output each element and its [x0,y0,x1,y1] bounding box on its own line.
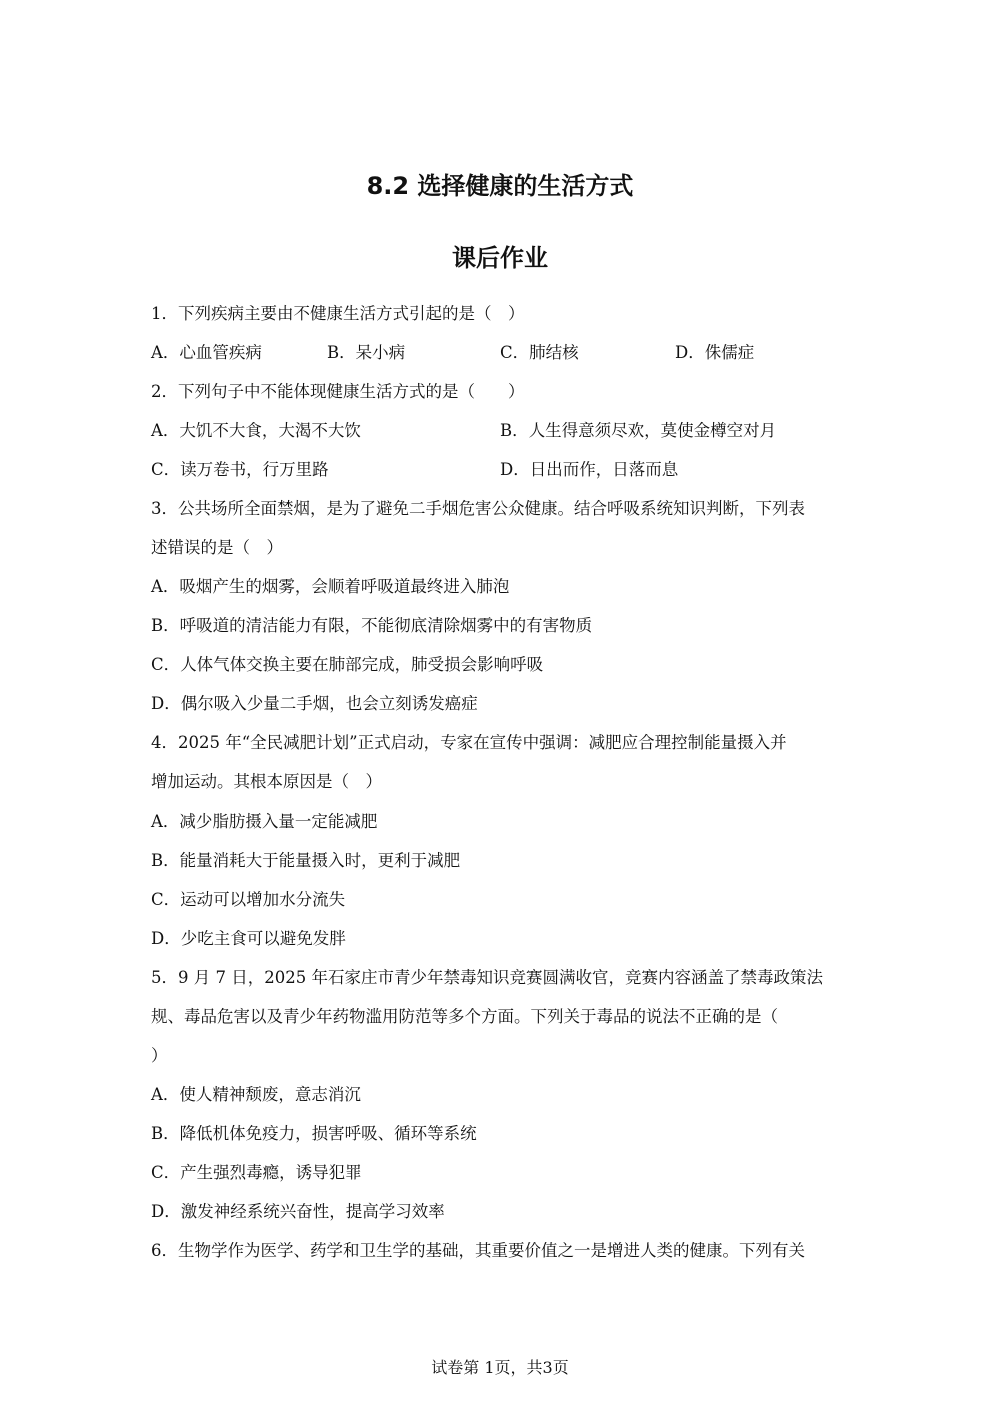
document-title: 8.2 选择健康的生活方式 [366,172,634,200]
question-2-stem: 2．下列句子中不能体现健康生活方式的是（ ） [151,382,525,401]
question-3-option-c: C．人体气体交换主要在肺部完成，肺受损会影响呼吸 [151,655,544,674]
question-4-option-c: C．运动可以增加水分流失 [151,890,346,909]
question-5-stem-line-2: 规、毒品危害以及青少年药物滥用防范等多个方面。下列关于毒品的说法不正确的是（ [151,1007,778,1026]
question-4-option-b: B．能量消耗大于能量摄入时，更利于减肥 [151,851,461,870]
question-5-option-d: D．激发神经系统兴奋性，提高学习效率 [151,1202,445,1221]
question-1-option-a: A．心血管疾病 [151,343,262,362]
question-3-option-b: B．呼吸道的清洁能力有限，不能彻底清除烟雾中的有害物质 [151,616,593,635]
question-4-stem-line-1: 4．2025 年“全民减肥计划”正式启动，专家在宣传中强调：减肥应合理控制能量摄入并 [151,733,787,752]
question-5-stem-line-3: ） [151,1046,168,1065]
question-5-option-a: A．使人精神颓废，意志消沉 [151,1085,361,1104]
question-3-option-a: A．吸烟产生的烟雾，会顺着呼吸道最终进入肺泡 [151,577,510,596]
question-2-option-b: B．人生得意须尽欢，莫使金樽空对月 [500,421,777,440]
question-2-option-c: C．读万卷书，行万里路 [151,460,329,479]
question-4-stem-line-2: 增加运动。其根本原因是（ ） [151,772,382,791]
question-3-stem-line-1: 3．公共场所全面禁烟，是为了避免二手烟危害公众健康。结合呼吸系统知识判断，下列表 [151,499,805,518]
question-3-stem-line-2: 述错误的是（ ） [151,538,283,557]
question-4-option-d: D．少吃主食可以避免发胖 [151,929,346,948]
question-5-stem-line-1: 5．9 月 7 日，2025 年石家庄市青少年禁毒知识竞赛圆满收官，竞赛内容涵盖了禁毒政策法 [151,968,823,987]
question-1-option-c: C．肺结核 [500,343,579,362]
page-footer: 试卷第 1页，共3页 [431,1358,569,1377]
question-2-option-a: A．大饥不大食，大渴不大饮 [151,421,361,440]
question-1-option-b: B．呆小病 [327,343,406,362]
question-2-option-d: D．日出而作，日落而息 [500,460,679,479]
question-1-option-d: D．侏儒症 [675,343,755,362]
question-6-stem-line-1: 6．生物学作为医学、药学和卫生学的基础，其重要价值之一是增进人类的健康。下列有关 [151,1241,805,1260]
document-subtitle: 课后作业 [452,244,548,272]
question-5-option-b: B．降低机体免疫力，损害呼吸、循环等系统 [151,1124,477,1143]
question-5-option-c: C．产生强烈毒瘾，诱导犯罪 [151,1163,362,1182]
question-1-stem: 1．下列疾病主要由不健康生活方式引起的是（ ） [151,304,525,323]
question-3-option-d: D．偶尔吸入少量二手烟，也会立刻诱发癌症 [151,694,478,713]
question-4-option-a: A．减少脂肪摄入量一定能减肥 [151,812,378,831]
